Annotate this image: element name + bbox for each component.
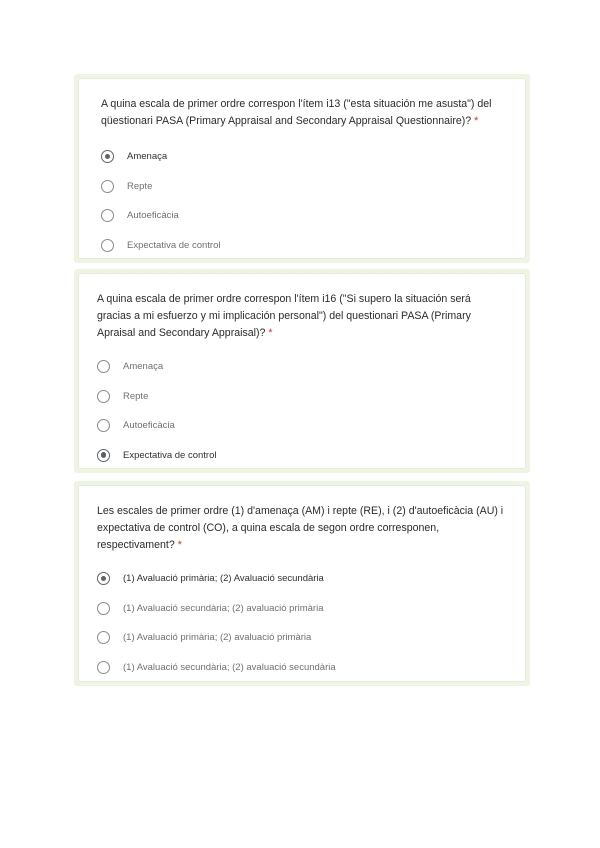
question-card-3	[74, 481, 530, 686]
option-primaria-secundaria[interactable]	[97, 564, 505, 594]
option-primaria-primaria[interactable]	[97, 623, 505, 653]
option-label: Repte	[127, 180, 153, 192]
option-label: Amenaça	[127, 151, 168, 163]
option-amenaca[interactable]	[101, 142, 505, 172]
required-asterisk: *	[474, 115, 479, 127]
radio-button[interactable]	[101, 180, 114, 193]
radio-button[interactable]	[101, 209, 114, 222]
option-label: (1) Avaluació secundària; (2) avaluació primària	[123, 602, 324, 614]
option-label: Autoeficàcia	[127, 210, 179, 222]
radio-button[interactable]	[97, 390, 110, 403]
question-title: A quina escala de primer ordre correspon l'ítem i16 ("Si supero la situación será gracias a mi esfuerzo y mi implicación personal") del questionari PASA (Primary Apraisal and Secondary Appraisal)? *	[97, 293, 471, 339]
option-amenaca[interactable]	[97, 352, 505, 382]
radio-button-checked[interactable]	[97, 449, 110, 462]
option-label: Expectativa de control	[123, 449, 217, 461]
question-title: A quina escala de primer ordre correspon l'ítem i13 ("esta situación me asusta") del qüestionari PASA (Primary Appraisal and Secondary Appraisal Questionnaire)? *	[101, 98, 492, 127]
option-label: (1) Avaluació secundària; (2) avaluació secundària	[123, 661, 336, 673]
option-repte[interactable]	[101, 172, 505, 202]
option-label: Autoeficàcia	[123, 420, 175, 432]
option-secundaria-primaria[interactable]	[97, 594, 505, 624]
radio-button-checked[interactable]	[101, 150, 114, 163]
radio-button-checked[interactable]	[97, 572, 110, 585]
question-card-2	[74, 269, 530, 473]
option-label: Repte	[123, 390, 149, 402]
option-expectativa-control[interactable]	[101, 231, 505, 261]
required-asterisk: *	[268, 327, 273, 339]
option-label: (1) Avaluació primària; (2) avaluació primària	[123, 632, 312, 644]
radio-button[interactable]	[97, 631, 110, 644]
question-title: Les escales de primer ordre (1) d'amenaça (AM) i repte (RE), i (2) d'autoeficàcia (AU) i expectativa de control (CO), a quina escala de segon ordre corresponen, respectivament? *	[97, 505, 504, 551]
radio-button[interactable]	[97, 602, 110, 615]
option-secundaria-secundaria[interactable]	[97, 653, 505, 683]
radio-button[interactable]	[97, 419, 110, 432]
question-card-1	[74, 74, 530, 263]
option-expectativa-control[interactable]	[97, 441, 505, 471]
radio-button[interactable]	[101, 239, 114, 252]
required-asterisk: *	[177, 539, 182, 551]
option-label: (1) Avaluació primària; (2) Avaluació secundària	[123, 573, 324, 585]
radio-button[interactable]	[97, 661, 110, 674]
option-repte[interactable]	[97, 382, 505, 412]
option-label: Expectativa de control	[127, 239, 221, 251]
option-label: Amenaça	[123, 361, 164, 373]
option-autoeficacia[interactable]	[97, 411, 505, 441]
radio-button[interactable]	[97, 360, 110, 373]
option-autoeficacia[interactable]	[101, 201, 505, 231]
